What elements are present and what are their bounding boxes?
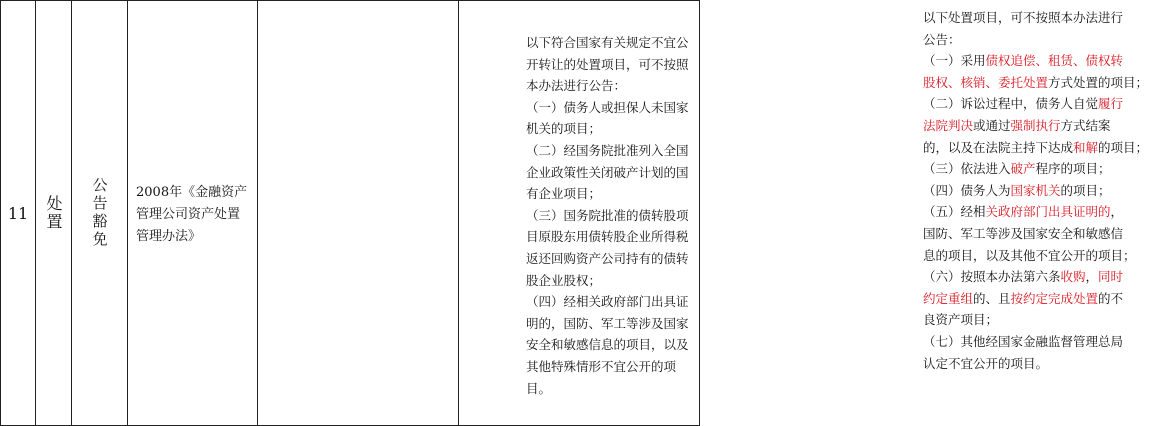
new-rule-line — [923, 331, 1155, 353]
old-rule-line: 目。 — [526, 380, 552, 396]
old-rule-line: （一）债务人或担保人未国家 — [526, 99, 689, 115]
old-rule-line: 返还回购资产公司持有的债转 — [526, 250, 689, 266]
rule-text: 的、且 — [973, 290, 1011, 306]
rule-text: 的项目； — [1098, 139, 1149, 155]
new-rule-line — [923, 7, 1155, 29]
rule-text: 的项目； — [1060, 182, 1111, 198]
old-rule-line: 企业政策性关闭破产计划的国 — [526, 164, 689, 180]
rule-text: 认定不宜公开的项目。 — [923, 355, 1049, 371]
changed-text: 关政府部门出具证明的 — [985, 204, 1111, 220]
old-rule-line: 以下符合国家有关规定不宜公 — [526, 35, 689, 50]
old-rule-line: 目原股东用债转股企业所得税 — [526, 229, 689, 245]
row-number: 11 — [7, 203, 29, 223]
rule-text: 方式结案 — [1060, 117, 1111, 133]
new-rule-line — [923, 245, 1155, 267]
new-rule-line — [923, 223, 1155, 245]
old-rule-line: 开转让的处置项目，可不按照 — [526, 56, 689, 72]
changed-text: 债权追偿、租赁、债权转 — [985, 53, 1124, 69]
changed-text: 国家机关 — [1010, 182, 1061, 198]
rule-text: 的，以及在法院主持下达成 — [923, 139, 1074, 155]
new-rule-cell — [458, 0, 1149, 426]
new-rule-line — [923, 353, 1155, 375]
type-cell — [71, 0, 128, 426]
changed-text: 股权、核销、委托处置 — [923, 74, 1049, 90]
law-line: 管理办法》 — [136, 229, 202, 244]
rule-text: 以下处置项目，可不按照本办法进行 — [923, 10, 1124, 25]
rule-text: 方式处置的项目； — [1048, 74, 1149, 90]
changed-text: 履行 — [1098, 96, 1124, 112]
changed-text: 收购 — [1060, 269, 1086, 285]
rule-text: ， — [1110, 204, 1124, 220]
old-rule-line: （四）经相关政府部门出具证 — [526, 294, 689, 310]
new-rule-line — [923, 201, 1155, 223]
changed-text: 法院判决 — [923, 117, 974, 133]
changed-text: 约定重组 — [923, 290, 974, 306]
rule-text: （一）采用 — [923, 53, 986, 69]
new-rule-line — [923, 29, 1155, 51]
law-line: 管理公司资产处置 — [136, 207, 241, 222]
old-rule-line: （二）经国务院批准列入全国 — [526, 142, 689, 158]
old-rule-cell — [257, 0, 689, 426]
rule-text: 良资产项目； — [923, 312, 999, 328]
rule-text: 公告： — [923, 31, 961, 47]
old-rule-line: （三）国务院批准的债转股项 — [526, 207, 689, 223]
new-rule-line — [923, 50, 1155, 72]
new-rule-text — [923, 7, 1155, 374]
law-line: 2008年《金融资产 — [136, 185, 248, 200]
new-rule-line — [923, 266, 1155, 288]
new-rule-line — [923, 137, 1155, 159]
new-rule-line — [923, 93, 1155, 115]
rule-text: （七）其他经国家金融监督管理总局 — [923, 333, 1124, 349]
rule-text: （六）按照本办法第六条 — [923, 269, 1061, 285]
rule-text: 国防、军工等涉及国家安全和敏感信 — [923, 225, 1124, 241]
old-rule-line: 机关的项目； — [526, 121, 602, 137]
rule-text: （四）债务人为 — [923, 182, 1011, 198]
old-rule-line: 股企业股权； — [526, 272, 602, 288]
new-rule-line — [923, 72, 1155, 94]
rule-text: （三）依法进入 — [923, 161, 1011, 177]
changed-text: 强制执行 — [1010, 117, 1061, 133]
new-rule-line — [923, 309, 1155, 331]
new-rule-line — [923, 180, 1155, 202]
old-rule-line: 明的，国防、军工等涉及国家 — [526, 315, 689, 331]
law-reference — [136, 182, 254, 248]
changed-text: 同时 — [1098, 269, 1124, 285]
rule-text: 的不 — [1098, 290, 1124, 306]
rule-text: 程序的项目； — [1035, 161, 1111, 177]
new-rule-line — [923, 115, 1155, 137]
category-label: 处置 — [44, 195, 63, 231]
type-label: 公告豁免 — [90, 177, 109, 249]
row-number-cell — [0, 0, 36, 426]
old-rule-line: 本办法进行公告： — [526, 78, 627, 94]
rule-text: 息的项目，以及其他不宜公开的项目； — [923, 247, 1136, 263]
rule-text: ， — [1085, 269, 1099, 285]
old-rule-line: 有企业项目； — [526, 186, 602, 202]
rule-text: （五）经相 — [923, 204, 986, 220]
new-rule-line — [923, 158, 1155, 180]
changed-text: 按约定完成处置 — [1010, 290, 1099, 306]
old-rule-line: 其他特殊情形不宜公开的项 — [526, 358, 677, 374]
changed-text: 和解 — [1073, 139, 1099, 155]
law-cell — [127, 0, 258, 426]
category-cell — [35, 0, 72, 426]
rule-text: （二）诉讼过程中，债务人自觉 — [923, 96, 1099, 112]
rule-text: 或通过 — [973, 117, 1011, 133]
new-rule-line — [923, 288, 1155, 310]
old-rule-line: 安全和敏感信息的项目，以及 — [526, 337, 689, 353]
changed-text: 破产 — [1010, 161, 1036, 177]
